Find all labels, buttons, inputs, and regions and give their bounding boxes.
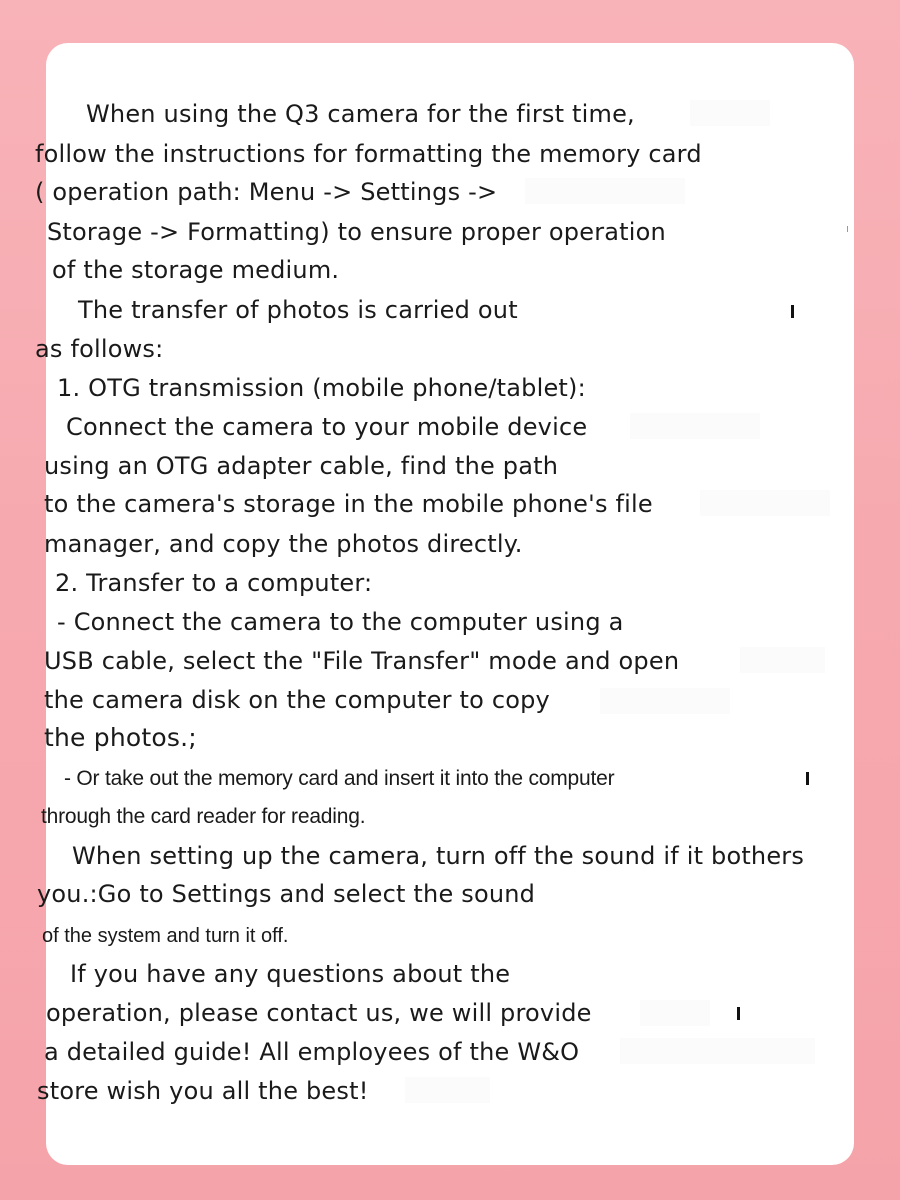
edit-patch — [620, 1038, 815, 1064]
text-line: of the system and turn it off. — [42, 925, 289, 947]
instruction-card — [46, 43, 854, 1165]
text-line: the camera disk on the computer to copy — [44, 686, 550, 714]
stray-mark — [737, 1007, 740, 1020]
text-line: a detailed guide! All employees of the W&O — [44, 1038, 580, 1066]
text-line: follow the instructions for formatting the memory card — [35, 140, 702, 168]
text-line: to the camera's storage in the mobile phone's file — [44, 490, 653, 518]
text-line: 2. Transfer to a computer: — [55, 569, 373, 597]
text-line: the photos.; — [44, 723, 197, 752]
text-line: ( operation path: Menu -> Settings -> — [35, 178, 498, 206]
text-line: store wish you all the best! — [37, 1077, 369, 1105]
text-line: you.:Go to Settings and select the sound — [37, 880, 536, 908]
edit-patch — [740, 647, 825, 673]
text-line: through the card reader for reading. — [41, 805, 366, 828]
text-line: - Connect the camera to the computer using a — [57, 608, 624, 636]
edit-patch — [600, 688, 730, 714]
edit-patch — [405, 1077, 490, 1103]
stray-mark — [806, 772, 809, 785]
edit-patch — [690, 100, 770, 126]
text-line: Storage -> Formatting) to ensure proper operation — [47, 218, 666, 246]
edit-patch — [640, 1000, 710, 1026]
edit-patch — [700, 490, 830, 516]
text-line: 1. OTG transmission (mobile phone/tablet): — [57, 374, 586, 402]
text-line: - Or take out the memory card and insert it into the computer — [64, 767, 615, 790]
edit-patch — [525, 178, 685, 204]
text-line: of the storage medium. — [52, 256, 340, 284]
text-line: When setting up the camera, turn off the sound if it bothers — [72, 842, 805, 870]
text-line: When using the Q3 camera for the first time, — [86, 100, 635, 128]
text-line: operation, please contact us, we will provide — [46, 999, 592, 1027]
edit-patch — [630, 413, 760, 439]
text-line: manager, and copy the photos directly. — [44, 530, 523, 558]
text-line: using an OTG adapter cable, find the path — [44, 452, 559, 480]
stray-mark — [847, 226, 848, 232]
text-line: as follows: — [35, 335, 164, 363]
text-line: USB cable, select the "File Transfer" mode and open — [44, 647, 680, 675]
stray-mark — [791, 305, 794, 318]
text-line: If you have any questions about the — [70, 960, 511, 988]
text-line: Connect the camera to your mobile device — [66, 413, 588, 441]
text-line: The transfer of photos is carried out — [78, 296, 518, 324]
